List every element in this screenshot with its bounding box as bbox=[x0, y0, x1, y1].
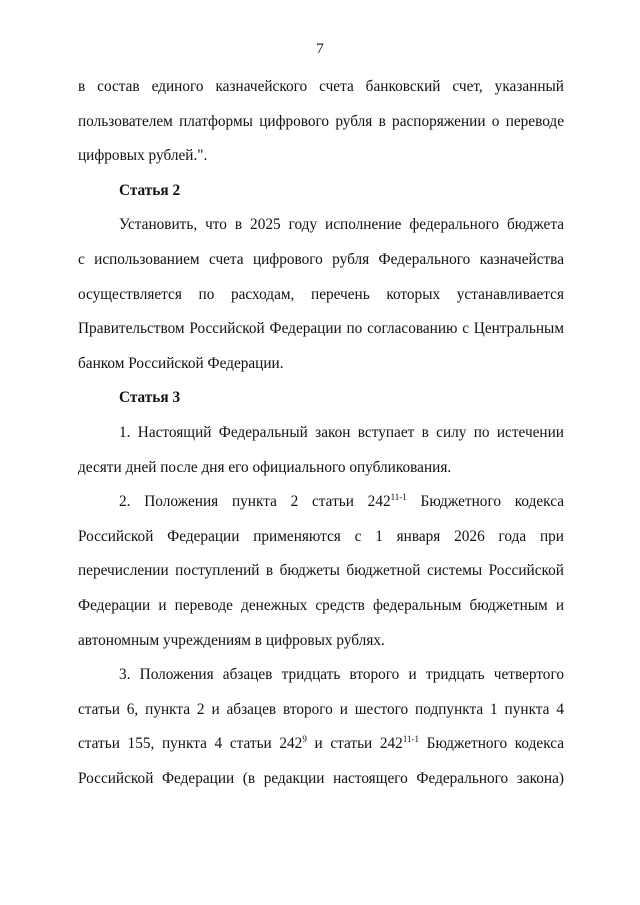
article-3-item-3-line-2: статьи 6, пункта 2 и абзацев второго и шестого подпункта 1 пункта 4 bbox=[78, 700, 564, 718]
article-3-item-3-line-3 bbox=[78, 727, 564, 762]
item-3-line-3-text-a: статьи 155, пункта 4 статьи 242 bbox=[78, 735, 303, 753]
article-3-item-2-line-5: автономным учреждениям в цифровых рублях. bbox=[78, 631, 385, 649]
item-2-line-1-tail: Бюджетного кодекса bbox=[406, 493, 564, 511]
article-3-item-3-line-4: Российской Федерации (в редакции настоящего Федерального закона) bbox=[78, 769, 564, 787]
article-3-item-3-line-1: 3. Положения абзацев тридцать второго и тридцать четвертого bbox=[119, 666, 564, 684]
intro-line-2: пользователем платформы цифрового рубля в распоряжении о переводе bbox=[78, 112, 564, 130]
intro-line-1: в состав единого казначейского счета банковский счет, указанный bbox=[78, 78, 564, 95]
article-2-heading: Статья 2 bbox=[119, 181, 181, 199]
article-2-line-4: Правительством Российской Федерации по согласованию с Центральным bbox=[78, 320, 564, 338]
article-2-line-1: Установить, что в 2025 году исполнение федерального бюджета bbox=[119, 216, 564, 234]
article-2-line-5: банком Российской Федерации. bbox=[78, 354, 284, 372]
article-3-item-1-line-1: 1. Настоящий Федеральный закон вступает в силу по истечении bbox=[119, 423, 564, 441]
item-3-line-3-text-c: Бюджетного кодекса bbox=[419, 735, 565, 753]
item-3-line-3-text-b: и статьи 242 bbox=[306, 735, 403, 753]
article-number-superscript: 9 bbox=[302, 734, 307, 745]
article-3-item-2-line-3: перечислении поступлений в бюджеты бюджетной системы Российской bbox=[78, 562, 564, 580]
article-2-line-2: с использованием счета цифрового рубля Федерального казначейства bbox=[78, 250, 564, 268]
article-3-item-2-line-4: Федерации и переводе денежных средств федеральным бюджетным и bbox=[78, 596, 564, 614]
item-2-line-1-text: 2. Положения пункта 2 статьи 242 bbox=[119, 493, 391, 511]
article-3-item-2-line-2: Российской Федерации применяются с 1 января 2026 года при bbox=[78, 527, 564, 545]
article-3-item-1-line-2: десяти дней после дня его официального опубликования. bbox=[78, 458, 452, 476]
article-number-superscript: 11-1 bbox=[390, 492, 407, 503]
article-2-line-3: осуществляется по расходам, перечень которых устанавливается bbox=[78, 285, 564, 303]
page-number: 7 bbox=[316, 41, 324, 57]
intro-line-3: цифровых рублей.". bbox=[78, 147, 208, 165]
article-3-heading: Статья 3 bbox=[119, 389, 181, 407]
article-number-superscript: 11-1 bbox=[402, 734, 420, 745]
article-3-item-2-line-1 bbox=[78, 485, 564, 520]
document-body bbox=[78, 70, 564, 796]
